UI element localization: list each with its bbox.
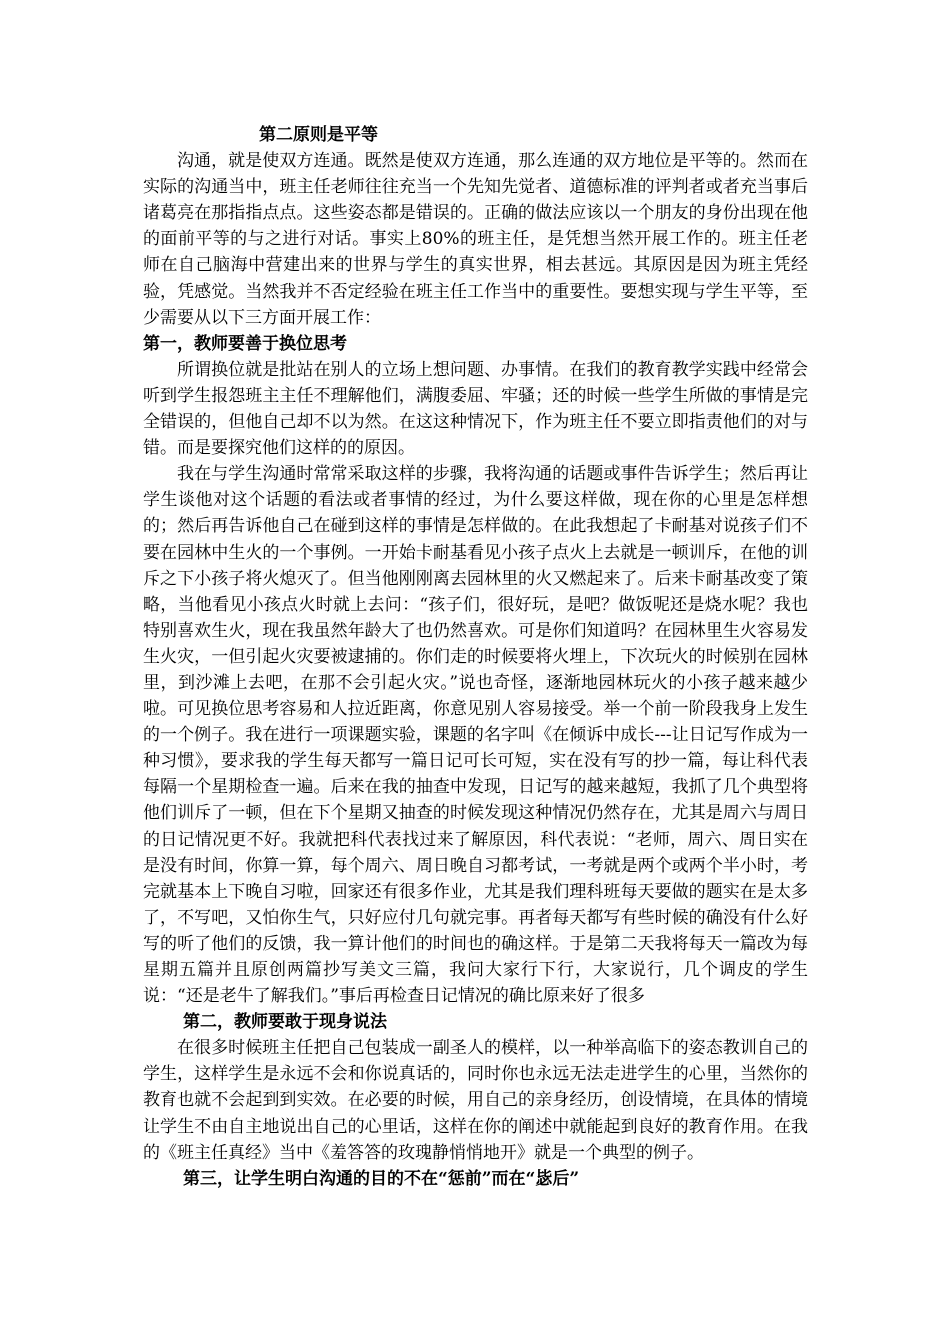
section-heading-self-example: 第二，教师要敢于现身说法 xyxy=(183,1012,387,1033)
section-heading-equality: 第二原则是平等 xyxy=(259,125,378,145)
body-paragraph: 在很多时候班主任把自己包装成一副圣人的模样，以一种举高临下的姿态教训自己的学生，这样学生是永远不会和你说真话的，同时你也永远无法走进学生的心里，当然你的教育也就不会起到到实效。在必要的时候，用自己的亲身经历，创设情境，在具体的情境让学生不由自主地说出自己的心里话，这样在你的阐述中就能起到良好的教育作用。在我的《班主任真经》当中《羞答答的玫瑰静悄悄地开》就是一个典型的例子。 xyxy=(143,1038,808,1163)
body-paragraph: 所谓换位就是批站在别人的立场上想问题、办事情。在我们的教育教学实践中经常会听到学生报怨班主主任不理解他们，满腹委屈、牢骚；还的时候一些学生所做的事情是完全错误的，但他自己却不以为然。在这这种情况下，作为班主任不要立即指责他们的对与错。而是要探究他们这样的的原因。 xyxy=(143,359,808,459)
section-heading-perspective: 第一，教师要善于换位思考 xyxy=(143,333,347,354)
section-heading-purpose: 第三，让学生明白沟通的目的不在“惩前”而在“毖后” xyxy=(183,1168,580,1189)
body-paragraph: 沟通，就是使双方连通。既然是使双方连通，那么连通的双方地位是平等的。然而在实际的沟通当中，班主任老师往往充当一个先知先觉者、道德标准的评判者或者充当事后诸葛亮在那指指点点。这些姿态都是错误的。正确的做法应该以一个朋友的身份出现在他的面前平等的与之进行对话。事实上80%的班主任，是凭想当然开展工作的。班主任老师在自己脑海中营建出来的世界与学生的真实世界，相去甚远。其原因是因为班主凭经验，凭感觉。当然我并不否定经验在班主任工作当中的重要性。要想实现与学生平等，至少需要从以下三方面开展工作： xyxy=(143,151,808,328)
document-body xyxy=(143,122,808,1192)
body-paragraph: 我在与学生沟通时常常采取这样的步骤，我将沟通的话题或事件告诉学生；然后再让学生谈他对这个话题的看法或者事情的经过，为什么要这样做，现在你的心里是怎样想的；然后再告诉他自己在碰到这样的事情是怎样做的。在此我想起了卡耐基对说孩子们不要在园林中生火的一个事例。一开始卡耐基看见小孩子点火上去就是一顿训斥，在他的训斥之下小孩子将火熄灭了。但当他刚刚离去园林里的火又燃起来了。后来卡耐基改变了策略，当他看见小孩点火时就上去问：“孩子们，很好玩，是吧？做饭呢还是烧水呢？我也特别喜欢生火，现在我虽然年龄大了也仍然喜欢。可是你们知道吗？在园林里生火容易发生火灾，一但引起火灾要被逮捕的。你们走的时候要将火埋上，下次玩火的时候别在园林里，到沙滩上去吧，在那不会引起火灾。”说也奇怪，逐渐地园林玩火的小孩子越来越少啦。可见换位思考容易和人拉近距离，你意见别人容易接受。举一个前一阶段我身上发生的一个例子。我在进行一项课题实验，课题的名字叫《在倾诉中成长---让日记写作成为一种习惯》，要求我的学生每天都写一篇日记可长可短，实在没有写的抄一篇，每让科代表每隔一个星期检查一遍。后来在我的抽查中发现，日记写的越来越短，我抓了几个典型将他们训斥了一顿，但在下个星期又抽查的时候发现这种情况仍然存在，尤其是周六与周日的日记情况更不好。我就把科代表找过来了解原因，科代表说：“老师，周六、周日实在是没有时间，你算一算，每个周六、周日晚自习都考试，一考就是两个或两个半小时，考完就基本上下晚自习啦，回家还有很多作业，尤其是我们理科班每天要做的题实在是太多了，不写吧，又怕你生气，只好应付几句就完事。再者每天都写有些时候的确没有什么好写的听了他们的反馈，我一算计他们的时间也的确这样。于是第二天我将每天一篇改为每星期五篇并且原创两篇抄写美文三篇，我问大家行下行，大家说行，几个调皮的学生说：“还是老牛了解我们。”事后再检查日记情况的确比原来好了很多 xyxy=(143,464,808,1007)
